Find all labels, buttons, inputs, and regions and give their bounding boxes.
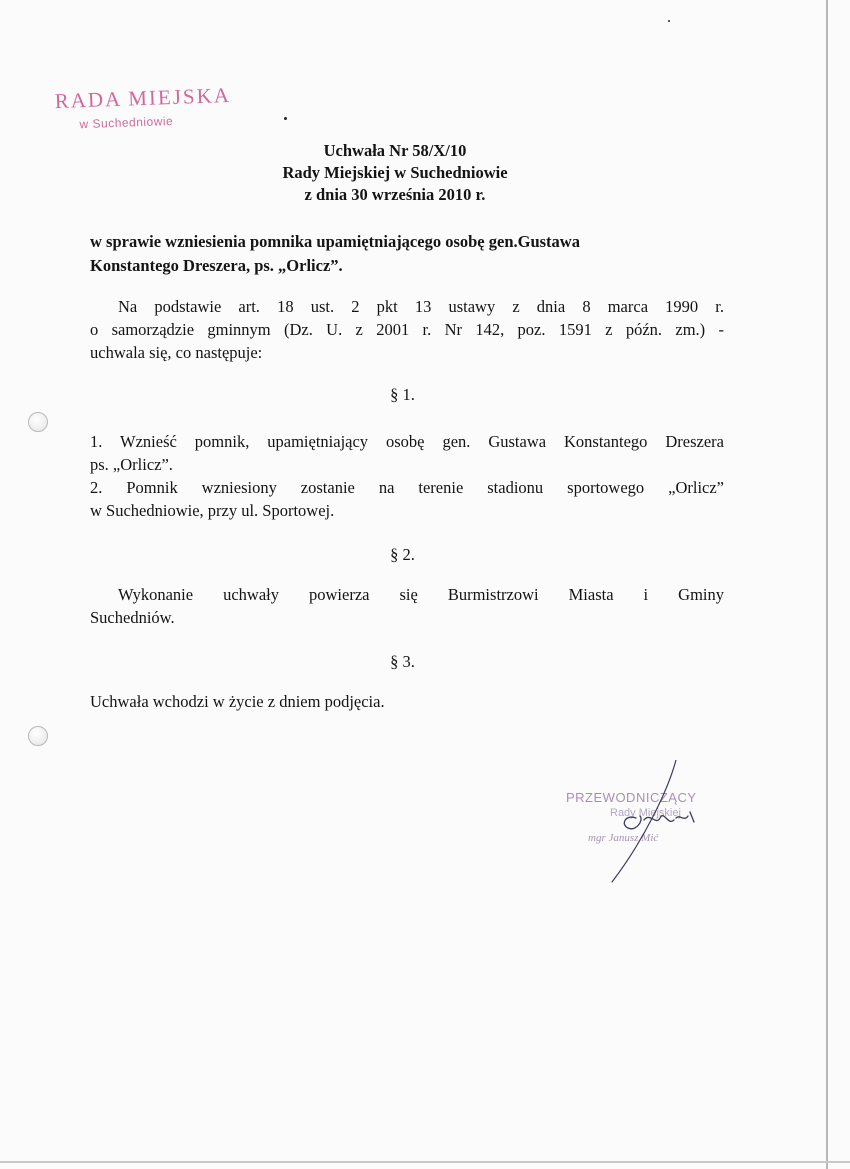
section-2-heading: § 2. <box>390 545 415 564</box>
scan-speck <box>284 117 287 120</box>
section-2-body <box>90 583 724 629</box>
section-3-heading: § 3. <box>390 652 415 671</box>
document-header <box>0 140 790 206</box>
section-1-item-line: w Suchedniowie, przy ul. Sportowej. <box>90 501 335 520</box>
section-2-line: Suchedniów. <box>90 608 175 627</box>
legal-basis <box>90 295 724 364</box>
signature-body: Rady Miejskiej <box>610 807 681 819</box>
section-3-body <box>90 690 724 713</box>
signature-name: mgr Janusz Mić <box>588 832 659 844</box>
section-1-body <box>90 430 724 522</box>
resolution-date: z dnia 30 września 2010 r. <box>304 185 486 204</box>
punch-hole-bottom <box>28 726 48 746</box>
section-3-line: Uchwała wchodzi w życie z dniem podjęcia. <box>90 692 385 711</box>
section-1-heading: § 1. <box>390 385 415 404</box>
stamp-line-2: w Suchedniowie <box>79 113 174 132</box>
section-1-item-line: ps. „Orlicz”. <box>90 455 173 474</box>
handwritten-signature <box>540 760 740 890</box>
subject-line: w sprawie wzniesienia pomnika upamiętniającego osobę gen.Gustawa <box>90 232 580 251</box>
subject-line: Konstantego Dreszera, ps. „Orlicz”. <box>90 256 343 275</box>
section-1-item-line: 1. Wznieść pomnik, upamiętniający osobę gen. Gustawa Konstantego Dreszera <box>90 432 724 451</box>
legal-basis-line: o samorządzie gminnym (Dz. U. z 2001 r. Nr 142, poz. 1591 z późn. zm.) - <box>90 320 724 339</box>
resolution-issuer: Rady Miejskiej w Suchedniowie <box>282 163 508 182</box>
scan-edge-bottom <box>0 1161 850 1163</box>
punch-hole-top <box>28 412 48 432</box>
resolution-subject <box>90 230 730 278</box>
legal-basis-line: Na podstawie art. 18 ust. 2 pkt 13 ustawy z dnia 8 marca 1990 r. <box>118 297 724 316</box>
council-stamp <box>54 83 232 132</box>
section-1-item-line: 2. Pomnik wzniesiony zostanie na terenie stadionu sportowego „Orlicz” <box>90 478 724 497</box>
stamp-line-1: RADA MIEJSKA <box>54 82 232 114</box>
scan-edge-right <box>826 0 828 1169</box>
scan-speck <box>668 20 670 22</box>
signature-title: PRZEWODNICZĄCY <box>566 790 697 805</box>
chairman-signature-block <box>540 760 740 890</box>
section-2-line: Wykonanie uchwały powierza się Burmistrzowi Miasta i Gminy <box>118 585 724 604</box>
resolution-title: Uchwała Nr 58/X/10 <box>323 141 467 160</box>
legal-basis-line: uchwala się, co następuje: <box>90 343 263 362</box>
